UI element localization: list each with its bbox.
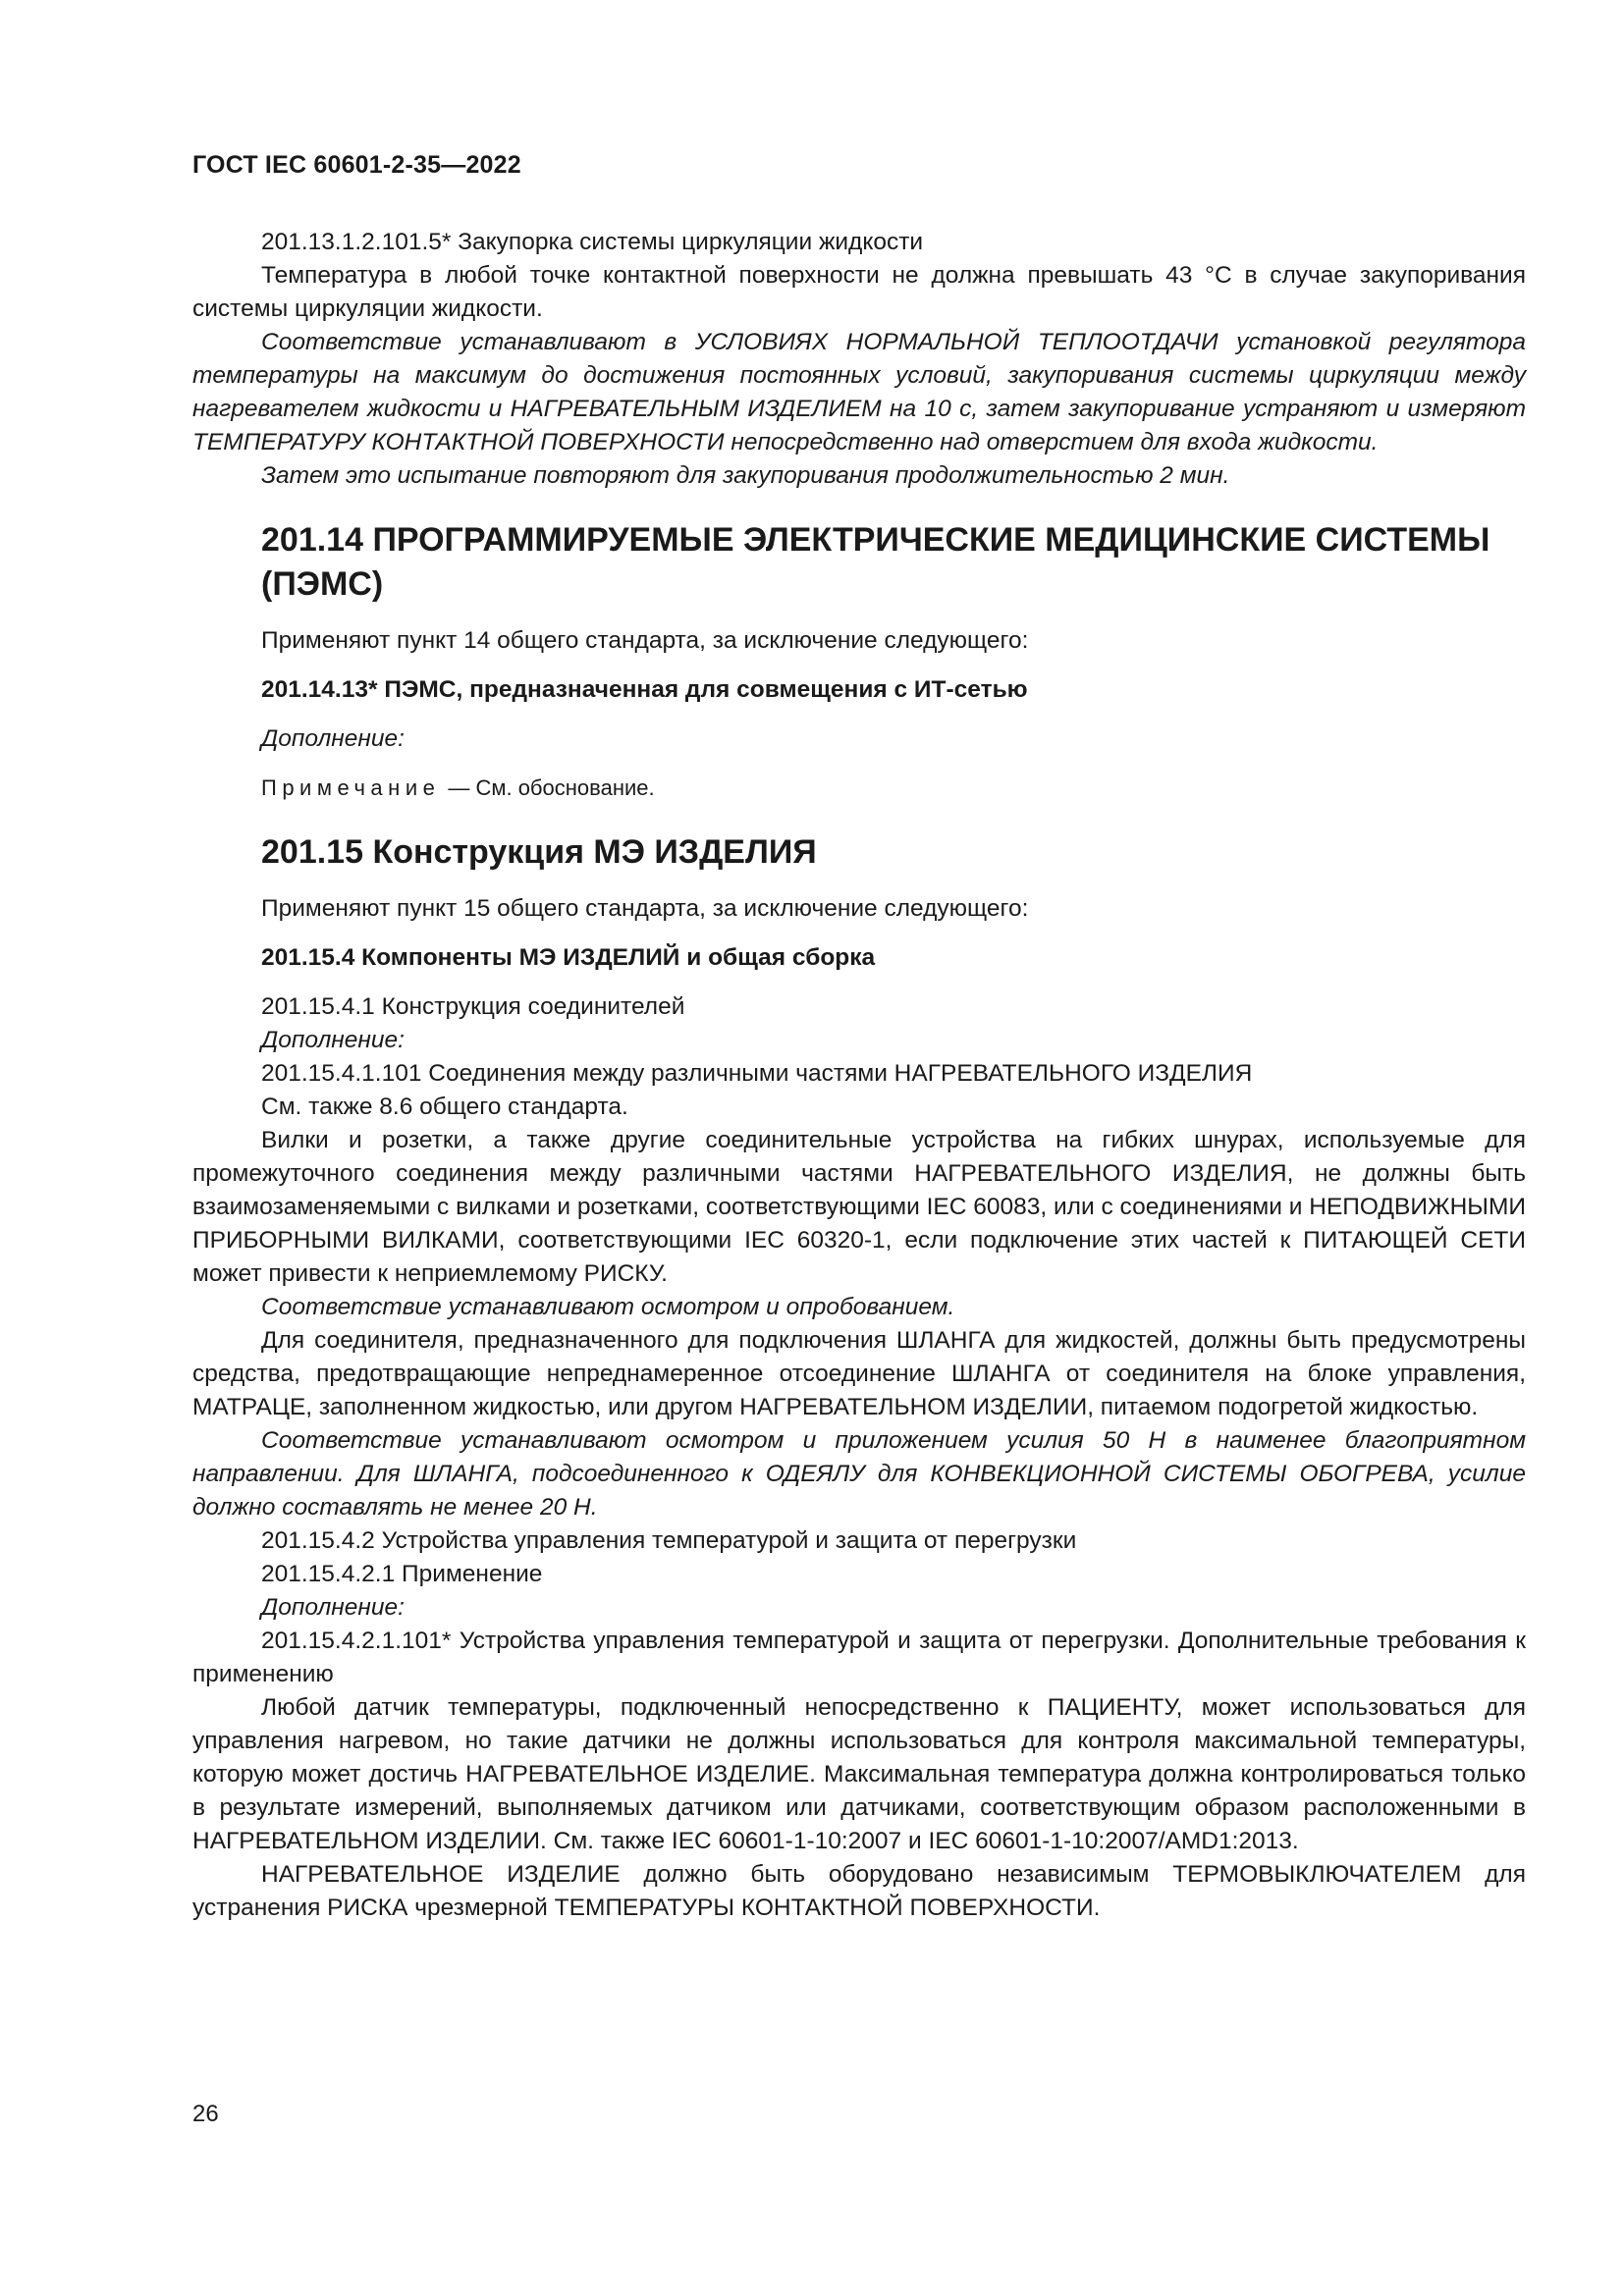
note-14 [261,772,1526,805]
subsection-heading-201-15-4: 201.15.4 Компоненты МЭ ИЗДЕЛИЙ и общая сборка [261,944,876,971]
repeat-test-text: Затем это испытание повторяют для закупоривания продолжительностью 2 мин. [261,462,1230,489]
note-text: — См. обоснование. [448,775,655,800]
temperature-sensor-text: Любой датчик температуры, подключенный непосредственно к ПАЦИЕНТУ, может использоваться для управления нагревом, но такие датчики не должны использоваться для контроля максимальной температуры, которую может достичь НАГРЕВАТЕЛЬНОЕ ИЗДЕЛИЕ. Максимальная температура должна контролироваться только в результате измерений, выполняемых датчиком или датчиками, соответствующим образом расположенными в НАГРЕВАТЕЛЬНОМ ИЗДЕЛИИ. См. также IEC 60601-1-10:2007 и IEC 60601-1-10:2007/AMD1:2013. [192,1694,1526,1854]
applies-text-15: Применяют пункт 15 общего стандарта, за исключение следующего: [261,895,1029,922]
page-number: 26 [192,2101,219,2127]
compliance-text: Соответствие устанавливают в УСЛОВИЯХ НОРМАЛЬНОЙ ТЕПЛООТДАЧИ установкой регулятора температуры на максимум до достижения постоянных условий, закупоривания системы циркуляции между нагревателем жидкости и НАГРЕВАТЕЛЬНЫМ ИЗДЕЛИЕМ на 10 с, затем закупоривание устраняют и измеряют ТЕМПЕРАТУРУ КОНТАКТНОЙ ПОВЕРХНОСТИ непосредственно над отверстием для входа жидкости. [192,329,1526,455]
section-heading-201-15: 201.15 Конструкция МЭ ИЗДЕЛИЯ [261,833,817,871]
clause-201-15-4-2: 201.15.4.2 Устройства управления температурой и защита от перегрузки [261,1527,1077,1554]
see-also-text: См. также 8.6 общего стандарта. [261,1094,628,1120]
addition-label-14: Дополнение: [261,725,405,752]
page-content [192,226,1526,1925]
requirement-text: Температура в любой точке контактной поверхности не должна превышать 43 °С в случае закупоривания системы циркуляции жидкости. [192,262,1526,322]
document-header: ГОСТ IEC 60601-2-35—2022 [192,151,521,179]
note-label: Примечание [261,775,441,800]
addition-label-15b: Дополнение: [261,1594,405,1621]
clause-13-1-2-101-5: 201.13.1.2.101.5* Закупорка системы циркуляции жидкости [261,229,924,255]
compliance-force-text: Соответствие устанавливают осмотром и приложением усилия 50 Н в наименее благоприятном направлении. Для ШЛАНГА, подсоединенного к ОДЕЯЛУ для КОНВЕКЦИОННОЙ СИСТЕМЫ ОБОГРЕВА, усилие должно составлять не менее 20 Н. [192,1427,1526,1521]
section-heading-201-14: 201.14 ПРОГРАММИРУЕМЫЕ ЭЛЕКТРИЧЕСКИЕ МЕДИЦИНСКИЕ СИСТЕМЫ (ПЭМС) [261,521,1490,603]
subsection-heading-201-14-13: 201.14.13* ПЭМС, предназначенная для совмещения с ИТ-сетью [261,676,1028,703]
thermal-cutout-text: НАГРЕВАТЕЛЬНОЕ ИЗДЕЛИЕ должно быть оборудовано независимым ТЕРМОВЫКЛЮЧАТЕЛЕМ для устранения РИСКА чрезмерной ТЕМПЕРАТУРЫ КОНТАКТНОЙ ПОВЕРХНОСТИ. [192,1861,1526,1921]
compliance-inspection-text: Соответствие устанавливают осмотром и опробованием. [261,1294,955,1320]
hose-connector-text: Для соединителя, предназначенного для подключения ШЛАНГА для жидкостей, должны быть предусмотрены средства, предотвращающие непреднамеренное отсоединение ШЛАНГА от соединителя на блоке управления, МАТРАЦЕ, заполненном жидкостью, или другом НАГРЕВАТЕЛЬНОМ ИЗДЕЛИИ, питаемом подогретой жидкостью. [192,1327,1526,1420]
clause-201-15-4-2-1: 201.15.4.2.1 Применение [261,1561,543,1587]
clause-201-15-4-1-101: 201.15.4.1.101 Соединения между различными частями НАГРЕВАТЕЛЬНОГО ИЗДЕЛИЯ [261,1060,1253,1087]
applies-text-14: Применяют пункт 14 общего стандарта, за исключение следующего: [261,627,1029,654]
plugs-sockets-text: Вилки и розетки, а также другие соединительные устройства на гибких шнурах, используемые для промежуточного соединения между различными частями НАГРЕВАТЕЛЬНОГО ИЗДЕЛИЯ, не должны быть взаимозаменяемыми с вилками и розетками, соответствующими IEC 60083, или с соединениями и НЕПОДВИЖНЫМИ ПРИБОРНЫМИ ВИЛКАМИ, соответствующими IEC 60320-1, если подключение этих частей к ПИТАЮЩЕЙ СЕТИ может привести к неприемлемому РИСКУ. [192,1127,1526,1287]
clause-201-15-4-2-1-101: 201.15.4.2.1.101* Устройства управления температурой и защита от перегрузки. Дополнительные требования к применению [192,1628,1526,1687]
clause-201-15-4-1: 201.15.4.1 Конструкция соединителей [261,993,685,1020]
addition-label-15a: Дополнение: [261,1027,405,1053]
